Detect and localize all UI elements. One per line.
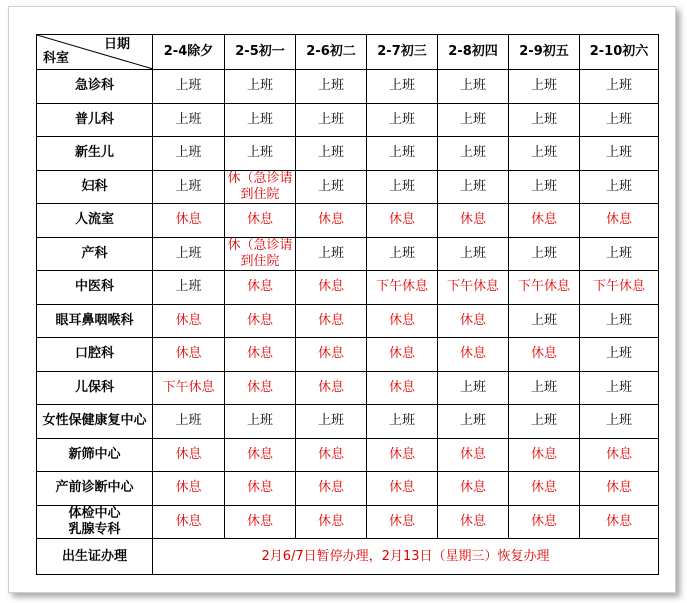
table-row (37, 137, 659, 171)
dept-name-cell: 产科 (37, 237, 153, 271)
status-cell: 上班 (509, 70, 580, 104)
status-cell: 休息 (153, 505, 225, 539)
status-cell: 休息 (438, 204, 509, 238)
status-cell: 休（急诊请到住院 (225, 170, 296, 204)
table-row (37, 204, 659, 238)
table-row (37, 170, 659, 204)
status-cell: 上班 (438, 137, 509, 171)
status-cell: 休息 (296, 338, 367, 372)
dept-axis-label: 科室 (43, 51, 70, 66)
status-cell: 休息 (153, 338, 225, 372)
status-cell: 休息 (509, 204, 580, 238)
table-row (37, 371, 659, 405)
dept-name-cell: 新生儿 (37, 137, 153, 171)
status-cell: 上班 (509, 170, 580, 204)
date-header: 2-5初一 (225, 35, 296, 70)
status-cell: 上班 (225, 405, 296, 439)
table-row (37, 438, 659, 472)
status-cell: 休息 (367, 304, 438, 338)
dept-name-cell: 体检中心 乳腺专科 (37, 505, 153, 539)
dept-name-cell: 出生证办理 (37, 539, 153, 575)
table-row (37, 304, 659, 338)
status-cell: 上班 (367, 103, 438, 137)
status-cell: 休息 (509, 438, 580, 472)
status-cell: 上班 (509, 137, 580, 171)
status-cell: 上班 (225, 70, 296, 104)
status-cell: 上班 (509, 405, 580, 439)
dept-name-cell: 儿保科 (37, 371, 153, 405)
status-cell: 休息 (153, 472, 225, 506)
status-cell: 休（急诊请到住院 (225, 237, 296, 271)
status-cell: 休息 (225, 472, 296, 506)
date-header: 2-8初四 (438, 35, 509, 70)
status-cell: 上班 (580, 103, 659, 137)
status-cell: 休息 (580, 472, 659, 506)
status-cell: 下午休息 (509, 271, 580, 305)
status-cell: 休息 (296, 371, 367, 405)
dept-name-cell: 新筛中心 (37, 438, 153, 472)
status-cell: 上班 (438, 103, 509, 137)
header-corner-cell (37, 35, 153, 70)
status-cell: 上班 (153, 170, 225, 204)
status-cell: 休息 (438, 338, 509, 372)
status-cell: 休息 (580, 505, 659, 539)
status-cell: 上班 (438, 237, 509, 271)
table-row (37, 237, 659, 271)
status-cell: 上班 (153, 103, 225, 137)
status-cell: 上班 (580, 70, 659, 104)
holiday-schedule-table (36, 34, 659, 575)
status-cell: 休息 (225, 371, 296, 405)
schedule-body (37, 70, 659, 539)
status-cell: 休息 (580, 204, 659, 238)
status-cell: 上班 (225, 137, 296, 171)
date-header: 2-9初五 (509, 35, 580, 70)
table-row (37, 271, 659, 305)
status-cell: 上班 (296, 103, 367, 137)
status-cell: 休息 (225, 438, 296, 472)
status-cell: 上班 (580, 405, 659, 439)
dept-name-cell: 产前诊断中心 (37, 472, 153, 506)
date-header: 2-6初二 (296, 35, 367, 70)
status-cell: 休息 (296, 472, 367, 506)
status-cell: 上班 (580, 304, 659, 338)
table-row (37, 472, 659, 506)
status-cell: 下午休息 (153, 371, 225, 405)
status-cell: 休息 (296, 304, 367, 338)
status-cell: 休息 (153, 304, 225, 338)
date-axis-label: 日期 (103, 37, 130, 52)
status-cell: 上班 (153, 271, 225, 305)
status-cell: 上班 (367, 137, 438, 171)
date-header: 2-4除夕 (153, 35, 225, 70)
status-cell: 上班 (367, 405, 438, 439)
status-cell: 上班 (296, 405, 367, 439)
header-row (37, 35, 659, 70)
status-cell: 下午休息 (438, 271, 509, 305)
status-cell: 上班 (509, 304, 580, 338)
status-cell: 休息 (367, 438, 438, 472)
birth-certificate-note: 2月6/7日暂停办理，2月13日（星期三）恢复办理 (153, 539, 659, 575)
table-row (37, 338, 659, 372)
status-cell: 休息 (225, 271, 296, 305)
status-cell: 下午休息 (580, 271, 659, 305)
dept-name-cell: 女性保健康复中心 (37, 405, 153, 439)
status-cell: 休息 (367, 204, 438, 238)
status-cell: 休息 (438, 472, 509, 506)
status-cell: 上班 (438, 170, 509, 204)
status-cell: 休息 (296, 505, 367, 539)
status-cell: 休息 (296, 204, 367, 238)
dept-name-cell: 口腔科 (37, 338, 153, 372)
status-cell: 上班 (153, 405, 225, 439)
table-row (37, 103, 659, 137)
status-cell: 休息 (225, 204, 296, 238)
dept-name-cell: 中医科 (37, 271, 153, 305)
status-cell: 上班 (296, 137, 367, 171)
dept-name-cell: 眼耳鼻咽喉科 (37, 304, 153, 338)
status-cell: 上班 (438, 70, 509, 104)
status-cell: 上班 (580, 170, 659, 204)
status-cell: 上班 (438, 405, 509, 439)
dept-name-cell: 急诊科 (37, 70, 153, 104)
status-cell: 上班 (367, 170, 438, 204)
status-cell: 上班 (509, 103, 580, 137)
table-row (37, 505, 659, 539)
status-cell: 上班 (580, 137, 659, 171)
status-cell: 下午休息 (367, 271, 438, 305)
status-cell: 上班 (438, 371, 509, 405)
status-cell: 上班 (367, 70, 438, 104)
document-frame (8, 6, 676, 593)
status-cell: 休息 (153, 438, 225, 472)
status-cell: 休息 (367, 371, 438, 405)
birth-certificate-row (37, 539, 659, 575)
status-cell: 上班 (580, 338, 659, 372)
status-cell: 休息 (509, 505, 580, 539)
status-cell: 上班 (153, 70, 225, 104)
dept-name-cell: 人流室 (37, 204, 153, 238)
table-row (37, 405, 659, 439)
status-cell: 休息 (580, 438, 659, 472)
status-cell: 休息 (296, 271, 367, 305)
status-cell: 上班 (225, 103, 296, 137)
table-row (37, 70, 659, 104)
status-cell: 休息 (367, 472, 438, 506)
status-cell: 上班 (296, 237, 367, 271)
status-cell: 上班 (580, 371, 659, 405)
status-cell: 休息 (438, 505, 509, 539)
status-cell: 休息 (509, 338, 580, 372)
status-cell: 上班 (296, 170, 367, 204)
status-cell: 休息 (367, 505, 438, 539)
status-cell: 休息 (438, 304, 509, 338)
status-cell: 休息 (225, 505, 296, 539)
status-cell: 上班 (296, 70, 367, 104)
status-cell: 休息 (225, 304, 296, 338)
dept-name-cell: 妇科 (37, 170, 153, 204)
status-cell: 上班 (509, 371, 580, 405)
status-cell: 休息 (296, 438, 367, 472)
status-cell: 休息 (225, 338, 296, 372)
status-cell: 上班 (509, 237, 580, 271)
status-cell: 休息 (367, 338, 438, 372)
status-cell: 上班 (153, 137, 225, 171)
status-cell: 休息 (509, 472, 580, 506)
date-header: 2-7初三 (367, 35, 438, 70)
date-header: 2-10初六 (580, 35, 659, 70)
status-cell: 休息 (153, 204, 225, 238)
status-cell: 上班 (367, 237, 438, 271)
status-cell: 休息 (438, 438, 509, 472)
status-cell: 上班 (580, 237, 659, 271)
status-cell: 上班 (153, 237, 225, 271)
dept-name-cell: 普儿科 (37, 103, 153, 137)
